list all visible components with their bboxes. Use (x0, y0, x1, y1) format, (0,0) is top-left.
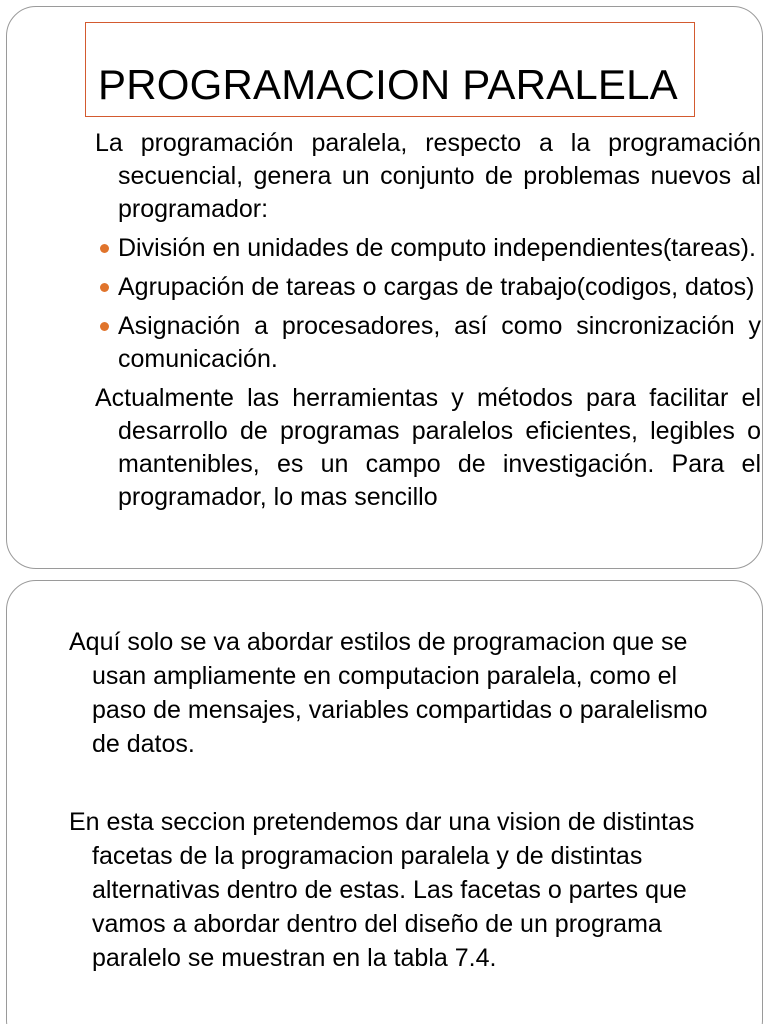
bullet-text: Agrupación de tareas o cargas de trabajo(codigos, datos) (118, 273, 755, 301)
bullet-item (95, 271, 761, 304)
body-paragraph: Aquí solo se va abordar estilos de programacion que se usan ampliamente en computacion paralela, como el paso de mensajes, variables compartidas o paralelismo de datos. (69, 628, 708, 758)
bullet-dot-icon (100, 322, 109, 331)
bullet-dot-icon (100, 283, 109, 292)
slide-2 (6, 580, 763, 1024)
bullet-text: División en unidades de computo independientes(tareas). (118, 234, 756, 262)
bullet-dot-icon (100, 244, 109, 253)
bullet-item (95, 232, 761, 265)
slide-title: PROGRAMACION PARALELA (98, 61, 678, 108)
bullet-text: Asignación a procesadores, así como sincronización y comunicación. (118, 312, 761, 373)
bullet-item (95, 310, 761, 376)
slide-2-content (69, 625, 737, 1019)
closing-paragraph: Actualmente las herramientas y métodos para facilitar el desarrollo de programas paralelos eficientes, legibles o mantenibles, es un campo de investigación. Para el programador, lo mas sencillo (95, 384, 761, 511)
title-box (85, 22, 695, 117)
intro-paragraph: La programación paralela, respecto a la programación secuencial, genera un conjunto de problemas nuevos al programador: (95, 129, 761, 223)
body-paragraph: En esta seccion pretendemos dar una vision de distintas facetas de la programacion paralela y de distintas alternativas dentro de estas. Las facetas o partes que vamos a abordar dentro del diseño de un programa paralelo se muestran en la tabla 7.4. (69, 808, 695, 972)
slide-1-content (95, 127, 761, 520)
slide-1 (6, 6, 763, 569)
